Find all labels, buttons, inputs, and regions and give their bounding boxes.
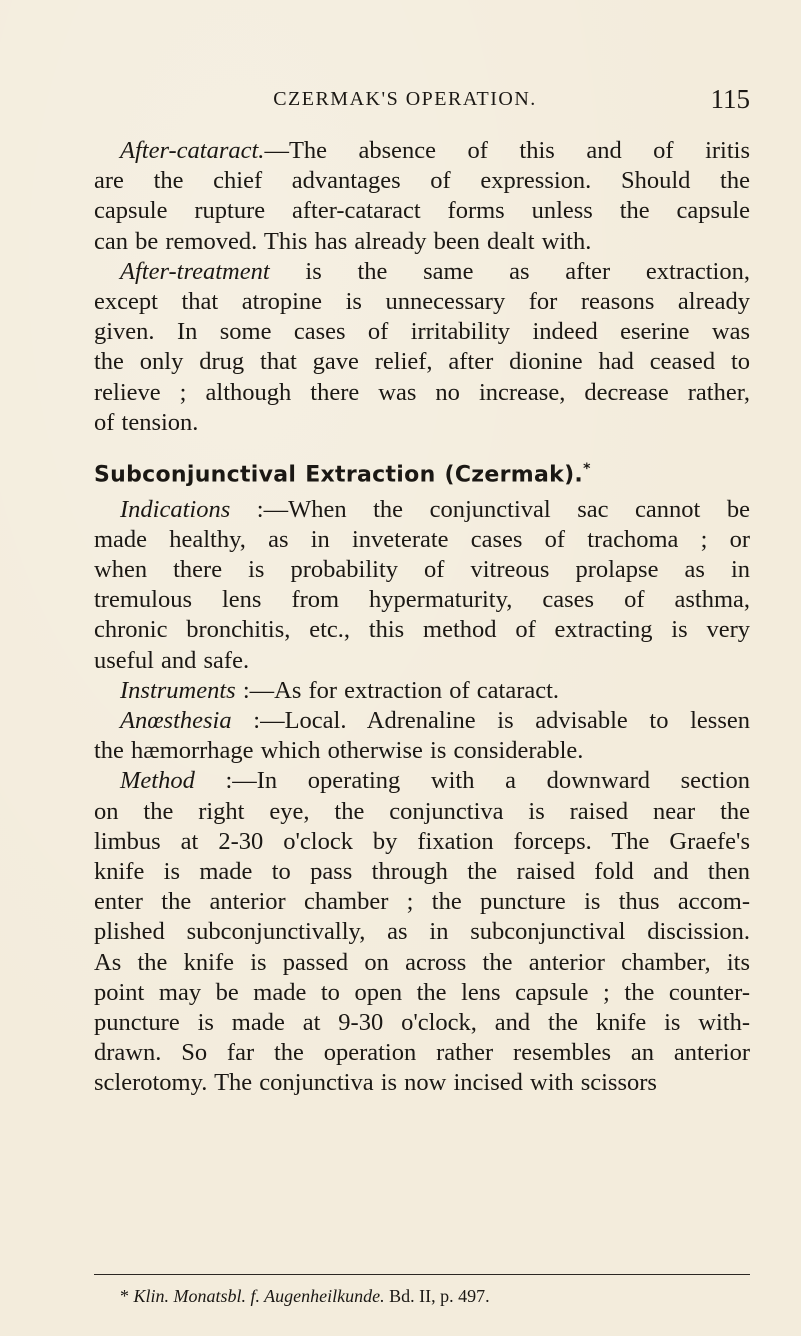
text-line — [94, 676, 750, 706]
line-text: tremulous lens from hypermaturity, cases of asthma, — [94, 586, 750, 614]
running-title: CZERMAK'S OPERATION. — [273, 88, 537, 110]
text-line — [94, 706, 750, 736]
text-line — [94, 347, 750, 377]
intro-paragraphs — [94, 136, 750, 438]
page-number: 115 — [710, 84, 750, 114]
text-line — [94, 287, 750, 317]
line-text: sclerotomy. The conjunctiva is now incised with scissors — [94, 1069, 657, 1097]
paragraph — [94, 706, 750, 766]
text-line — [94, 766, 750, 796]
paragraph — [94, 136, 750, 257]
text-line — [94, 257, 750, 287]
line-text: drawn. So far the operation rather resembles an anterior — [94, 1039, 750, 1067]
line-text: limbus at 2-30 o'clock by fixation forceps. The Graefe's — [94, 827, 750, 855]
line-text: point may be made to open the lens capsule ; the counter- — [94, 978, 750, 1006]
text-line — [94, 917, 750, 947]
text-line — [94, 555, 750, 585]
section-heading — [94, 454, 750, 491]
footnote-marker: * — [120, 1286, 129, 1306]
text-line — [94, 1068, 750, 1098]
line-text: the only drug that gave relief, after dionine had ceased to — [94, 348, 750, 376]
text-line — [94, 317, 750, 347]
text-line — [94, 136, 750, 166]
line-text: is the same as after extraction, — [269, 257, 750, 285]
text-line — [94, 978, 750, 1008]
running-head — [60, 86, 750, 126]
run-in-heading: Instruments — [120, 676, 236, 704]
section-paragraphs — [94, 495, 750, 1099]
line-text: given. In some cases of irritability indeed eserine was — [94, 318, 750, 346]
line-text: useful and safe. — [94, 646, 250, 674]
body-text — [94, 136, 750, 1099]
run-in-heading: Indications — [120, 495, 231, 523]
line-text: puncture is made at 9-30 o'clock, and the knife is with- — [94, 1009, 750, 1037]
text-line — [94, 646, 750, 676]
line-text: of tension. — [94, 408, 199, 436]
line-text: knife is made to pass through the raised fold and then — [94, 858, 750, 885]
line-text: the hæmorrhage which otherwise is considerable. — [94, 737, 584, 765]
paragraph — [94, 676, 750, 706]
line-text: when there is probability of vitreous prolapse as in — [94, 555, 750, 583]
line-text: plished subconjunctivally, as in subconjunctival discission. — [94, 918, 750, 946]
text-line — [94, 857, 750, 887]
text-line — [94, 196, 750, 226]
footnote-citation: Bd. II, p. 497. — [389, 1286, 490, 1306]
line-text: :—In operating with a downward section — [194, 767, 750, 795]
text-line — [94, 797, 750, 827]
text-line — [94, 1038, 750, 1068]
paragraph — [94, 766, 750, 1098]
text-line — [94, 827, 750, 857]
line-text: —The absence of this and of iritis — [264, 137, 750, 164]
text-line — [94, 1008, 750, 1038]
text-line — [94, 525, 750, 555]
line-text: made healthy, as in inveterate cases of trachoma ; or — [94, 525, 750, 553]
text-line — [94, 378, 750, 408]
line-text: except that atropine is unnecessary for reasons already — [94, 288, 750, 316]
text-line — [94, 736, 750, 766]
paragraph — [94, 257, 750, 438]
line-text: relieve ; although there was no increase, decrease rather, — [94, 378, 750, 406]
line-text: chronic bronchitis, etc., this method of extracting is very — [94, 616, 750, 644]
text-line — [94, 887, 750, 917]
footnote-rule — [94, 1274, 750, 1275]
text-line — [94, 615, 750, 645]
line-text: :—Local. Adrenaline is advisable to lessen — [231, 706, 750, 734]
line-text: capsule rupture after-cataract forms unless the capsule — [94, 197, 750, 225]
footnote — [120, 1286, 750, 1307]
footnote-journal: Klin. Monatsbl. f. Augenheilkunde. — [133, 1286, 385, 1306]
line-text: :—As for extraction of cataract. — [235, 676, 560, 704]
text-line — [94, 227, 750, 257]
run-in-heading: Anœsthesia — [120, 706, 232, 734]
line-text: can be removed. This has already been dealt with. — [94, 227, 592, 255]
text-line — [94, 495, 750, 525]
text-line — [94, 166, 750, 196]
text-line — [94, 585, 750, 615]
paragraph — [94, 495, 750, 676]
run-in-heading: After-cataract. — [120, 137, 265, 164]
line-text: :—When the conjunctival sac cannot be — [230, 495, 750, 523]
text-line — [94, 408, 750, 438]
footnote-marker-ref: * — [583, 461, 591, 478]
line-text: enter the anterior chamber ; the puncture is thus accom- — [94, 888, 750, 916]
section-heading-text: Subconjunctival Extraction (Czermak). — [94, 462, 584, 488]
run-in-heading: Method — [120, 767, 195, 795]
line-text: As the knife is passed on across the anterior chamber, its — [94, 948, 750, 976]
line-text: on the right eye, the conjunctiva is raised near the — [94, 797, 750, 825]
run-in-heading: After-treatment — [120, 257, 270, 285]
line-text: are the chief advantages of expression. Should the — [94, 167, 750, 195]
text-line — [94, 948, 750, 978]
